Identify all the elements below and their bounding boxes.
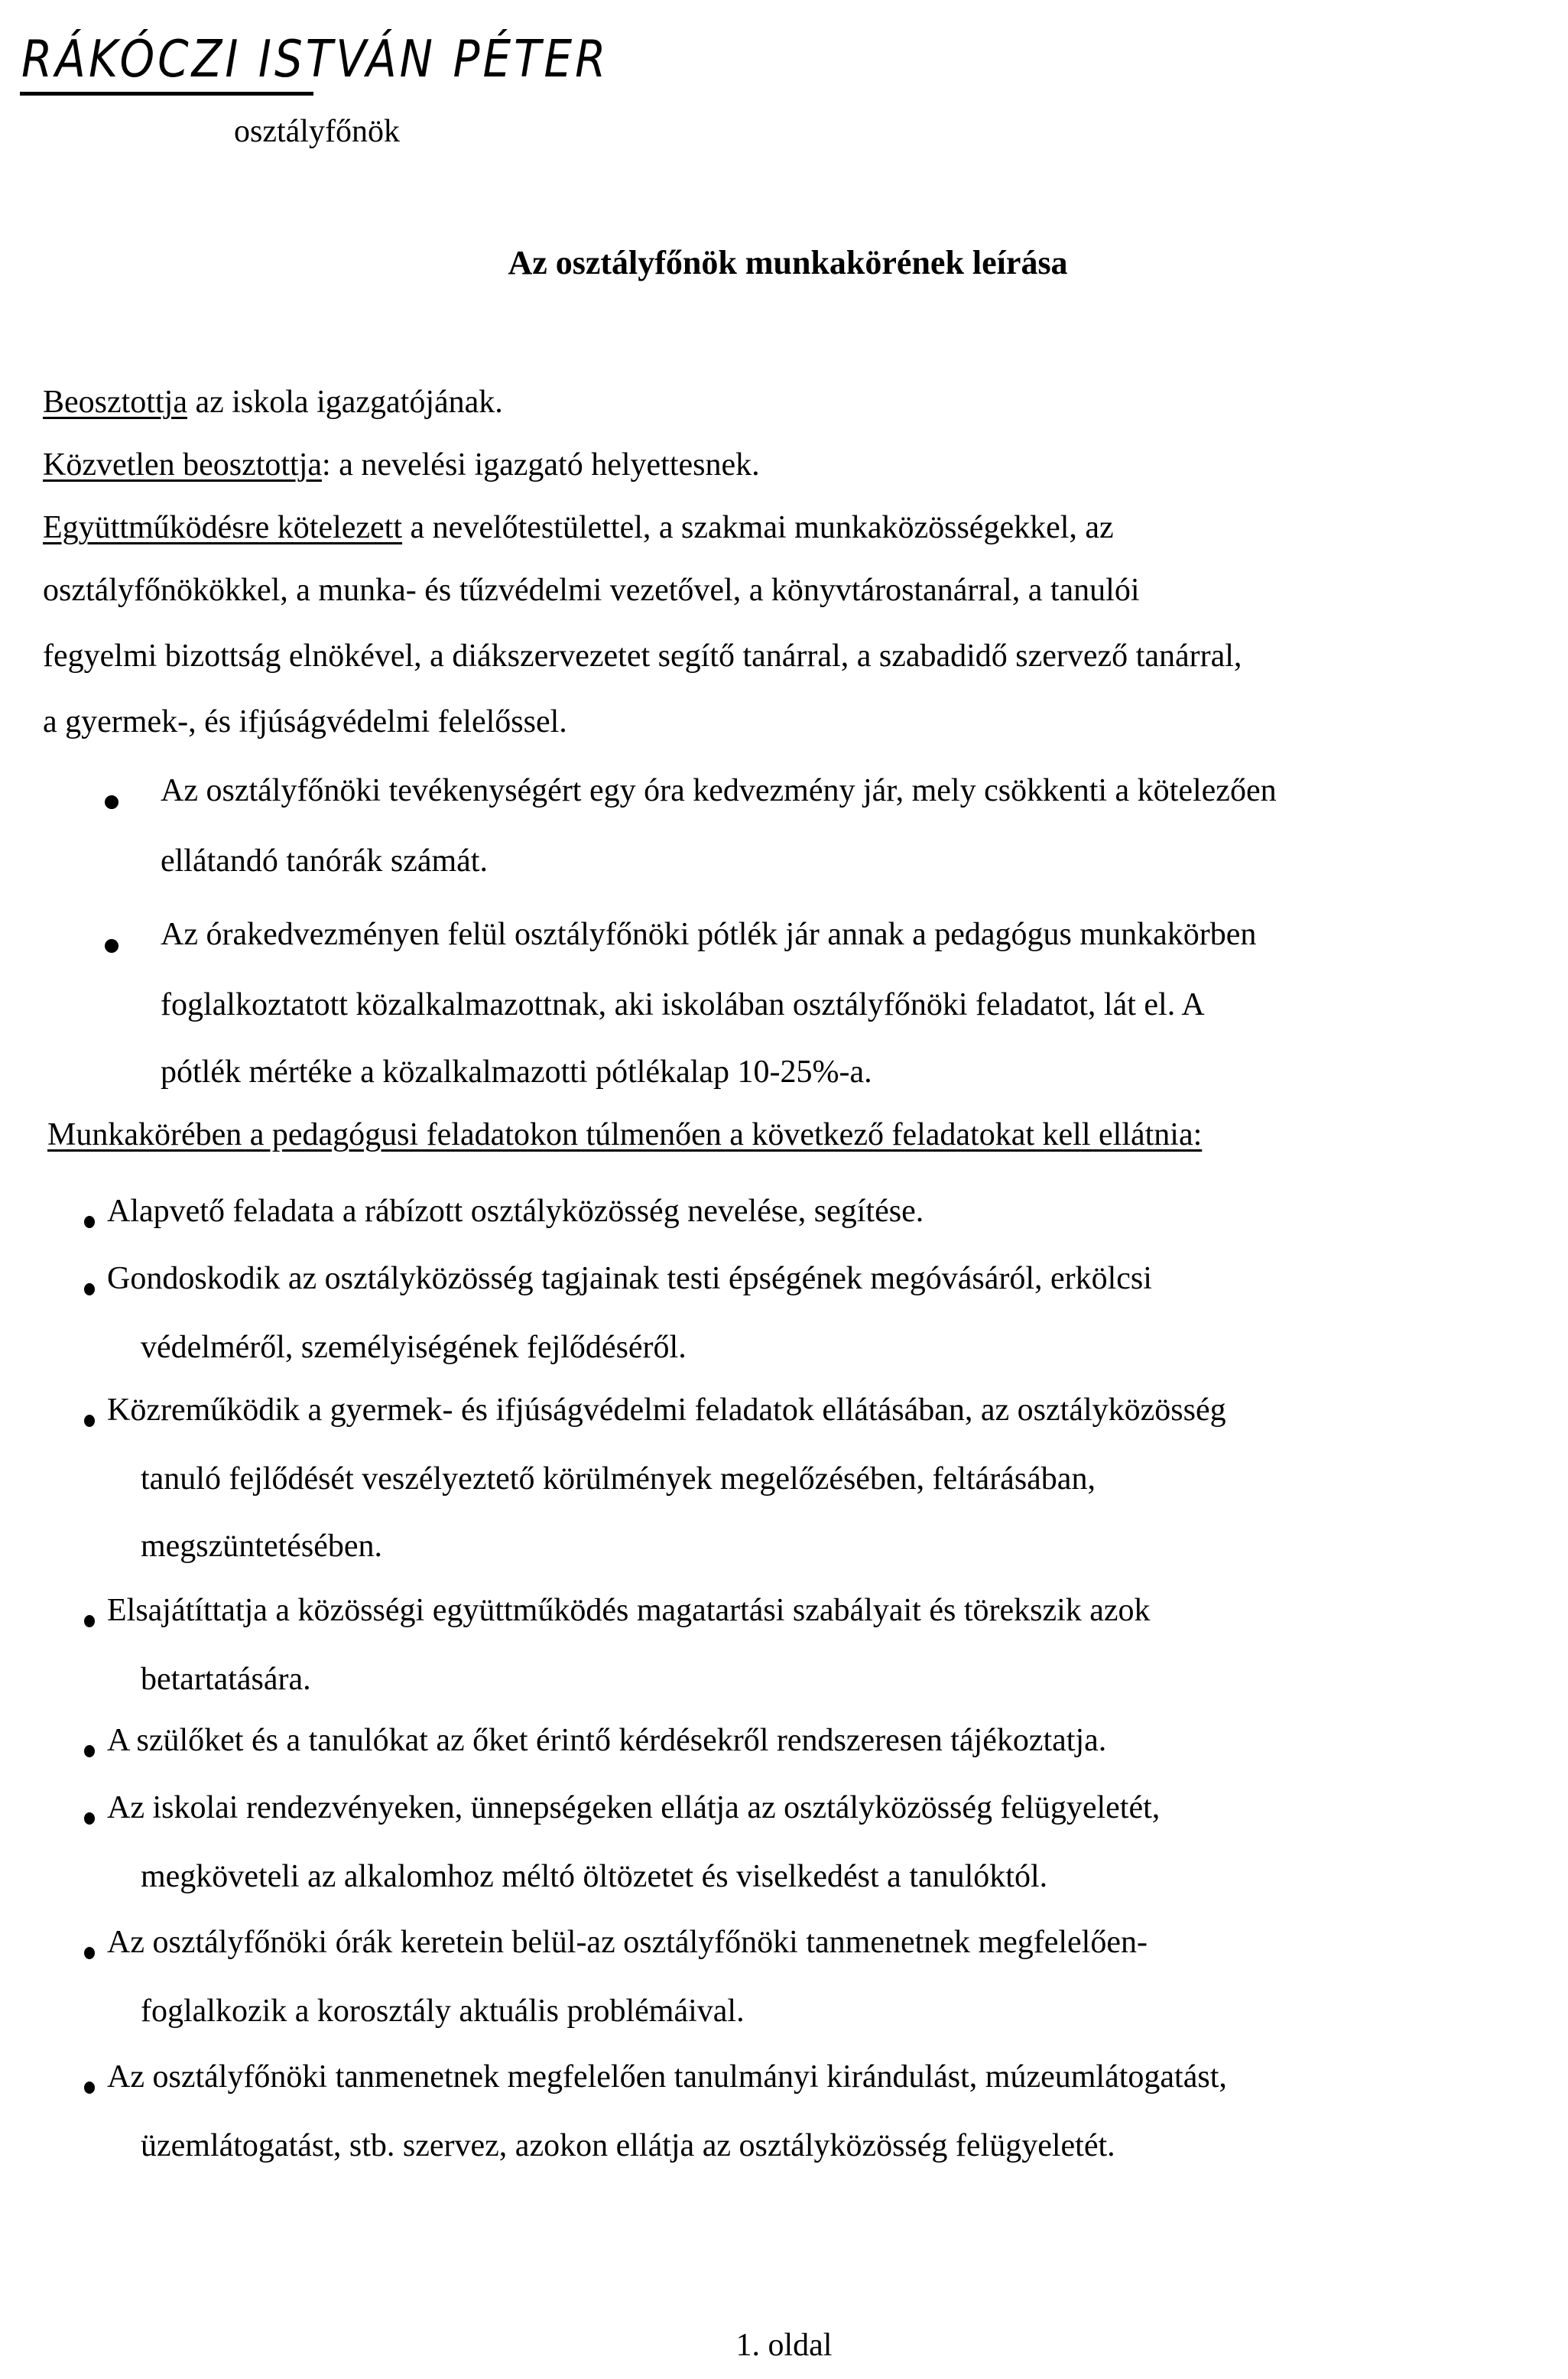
intro-line-cooperation xyxy=(43,509,1114,546)
document-title: Az osztályfőnök munkakörének leírása xyxy=(508,244,1068,281)
handwritten-name: RÁKÓCZI ISTVÁN PÉTER xyxy=(21,29,609,89)
duty-item-text: Az iskolai rendezvényeken, ünnepségeken ellátja az osztályközösség felügyeletét, xyxy=(107,1790,1161,1825)
intro-line-direct-superior xyxy=(43,447,760,483)
intro-line-superior xyxy=(43,384,503,421)
page-number: 1. oldal xyxy=(735,2328,833,2363)
role-label: osztályfőnök xyxy=(234,114,400,149)
bullet-icon xyxy=(84,1812,95,1825)
duty-item-text: Közreműködik a gyermek- és ifjúságvédelmi feladatok ellátásában, az osztályközösség xyxy=(107,1393,1226,1428)
intro-text-cooperation: a nevelőtestülettel, a szakmai munkaközösségekkel, az xyxy=(402,510,1114,545)
duty-item-text: Alapvető feladata a rábízott osztályközösség nevelése, segítése. xyxy=(107,1194,924,1229)
bullet-icon xyxy=(84,1745,95,1757)
bullet-icon xyxy=(84,1615,95,1627)
intro-text-superior: az iskola igazgatójának. xyxy=(187,385,503,420)
intro-text-direct-superior: : a nevelési igazgató helyettesnek. xyxy=(322,447,760,483)
bullet-icon xyxy=(84,2082,95,2094)
duty-item-text: Az osztályfőnöki tanmenetnek megfelelően tanulmányi kirándulást, múzeumlátogatást, xyxy=(107,2059,1227,2095)
benefit-item-text: foglalkoztatott közalkalmazottnak, aki iskolában osztályfőnöki feladatot, lát el. A xyxy=(161,987,1205,1022)
duties-heading: Munkakörében a pedagógusi feladatokon túlmenően a következő feladatokat kell ellátnia: xyxy=(47,1117,1203,1152)
bullet-icon xyxy=(84,1415,95,1427)
intro-label-superior: Beosztottja xyxy=(43,385,187,420)
duty-item-text: megköveteli az alkalomhoz méltó öltözetet és viselkedést a tanulóktól. xyxy=(141,1859,1048,1894)
duty-item-text: A szülőket és a tanulókat az őket érintő kérdésekről rendszeresen tájékoztatja. xyxy=(107,1723,1107,1758)
intro-label-direct-superior: Közvetlen beosztottja xyxy=(43,447,323,483)
duty-item-text: Az osztályfőnöki órák keretein belül-az osztályfőnöki tanmenetnek megfelelően- xyxy=(107,1925,1148,1960)
bullet-icon xyxy=(105,939,118,953)
duty-item-text: tanuló fejlődését veszélyeztető körülmények megelőzésében, feltárásában, xyxy=(141,1461,1096,1497)
intro-cooperation-continued: fegyelmi bizottság elnökével, a diákszervezetet segítő tanárral, a szabadidő szervező tanárral, xyxy=(43,639,1242,674)
benefit-item-text: ellátandó tanórák számát. xyxy=(161,843,488,879)
intro-label-cooperation: Együttműködésre kötelezett xyxy=(43,510,403,545)
duty-item-text: Elsajátíttatja a közösségi együttműködés magatartási szabályait és törekszik azok xyxy=(107,1593,1151,1628)
benefit-item-text: Az osztályfőnöki tevékenységért egy óra kedvezmény jár, mely csökkenti a kötelezően xyxy=(161,773,1277,808)
bullet-icon xyxy=(105,795,118,809)
duty-item-text: megszüntetésében. xyxy=(141,1529,383,1564)
duty-item-text: foglalkozik a korosztály aktuális problémáival. xyxy=(141,1994,745,2029)
intro-cooperation-continued: osztályfőnökökkel, a munka- és tűzvédelmi vezetővel, a könyvtárostanárral, a tanulói xyxy=(43,573,1140,608)
duty-item-text: üzemlátogatást, stb. szervez, azokon ellátja az osztályközösség felügyeletét. xyxy=(141,2128,1115,2163)
bullet-icon xyxy=(84,1283,95,1295)
benefit-item-text: pótlék mértéke a közalkalmazotti pótlékalap 10-25%-a. xyxy=(161,1055,872,1090)
duty-item-text: betartatására. xyxy=(141,1662,311,1697)
benefit-item-text: Az órakedvezményen felül osztályfőnöki pótlék jár annak a pedagógus munkakörben xyxy=(161,917,1257,952)
duty-item-text: Gondoskodik az osztályközösség tagjainak testi épségének megóvásáról, erkölcsi xyxy=(107,1261,1152,1296)
intro-cooperation-continued: a gyermek-, és ifjúságvédelmi felelőssel. xyxy=(43,704,567,739)
handwritten-name-underline xyxy=(20,92,313,96)
bullet-icon xyxy=(84,1947,95,1959)
bullet-icon xyxy=(84,1216,95,1228)
duty-item-text: védelméről, személyiségének fejlődéséről. xyxy=(141,1330,687,1365)
